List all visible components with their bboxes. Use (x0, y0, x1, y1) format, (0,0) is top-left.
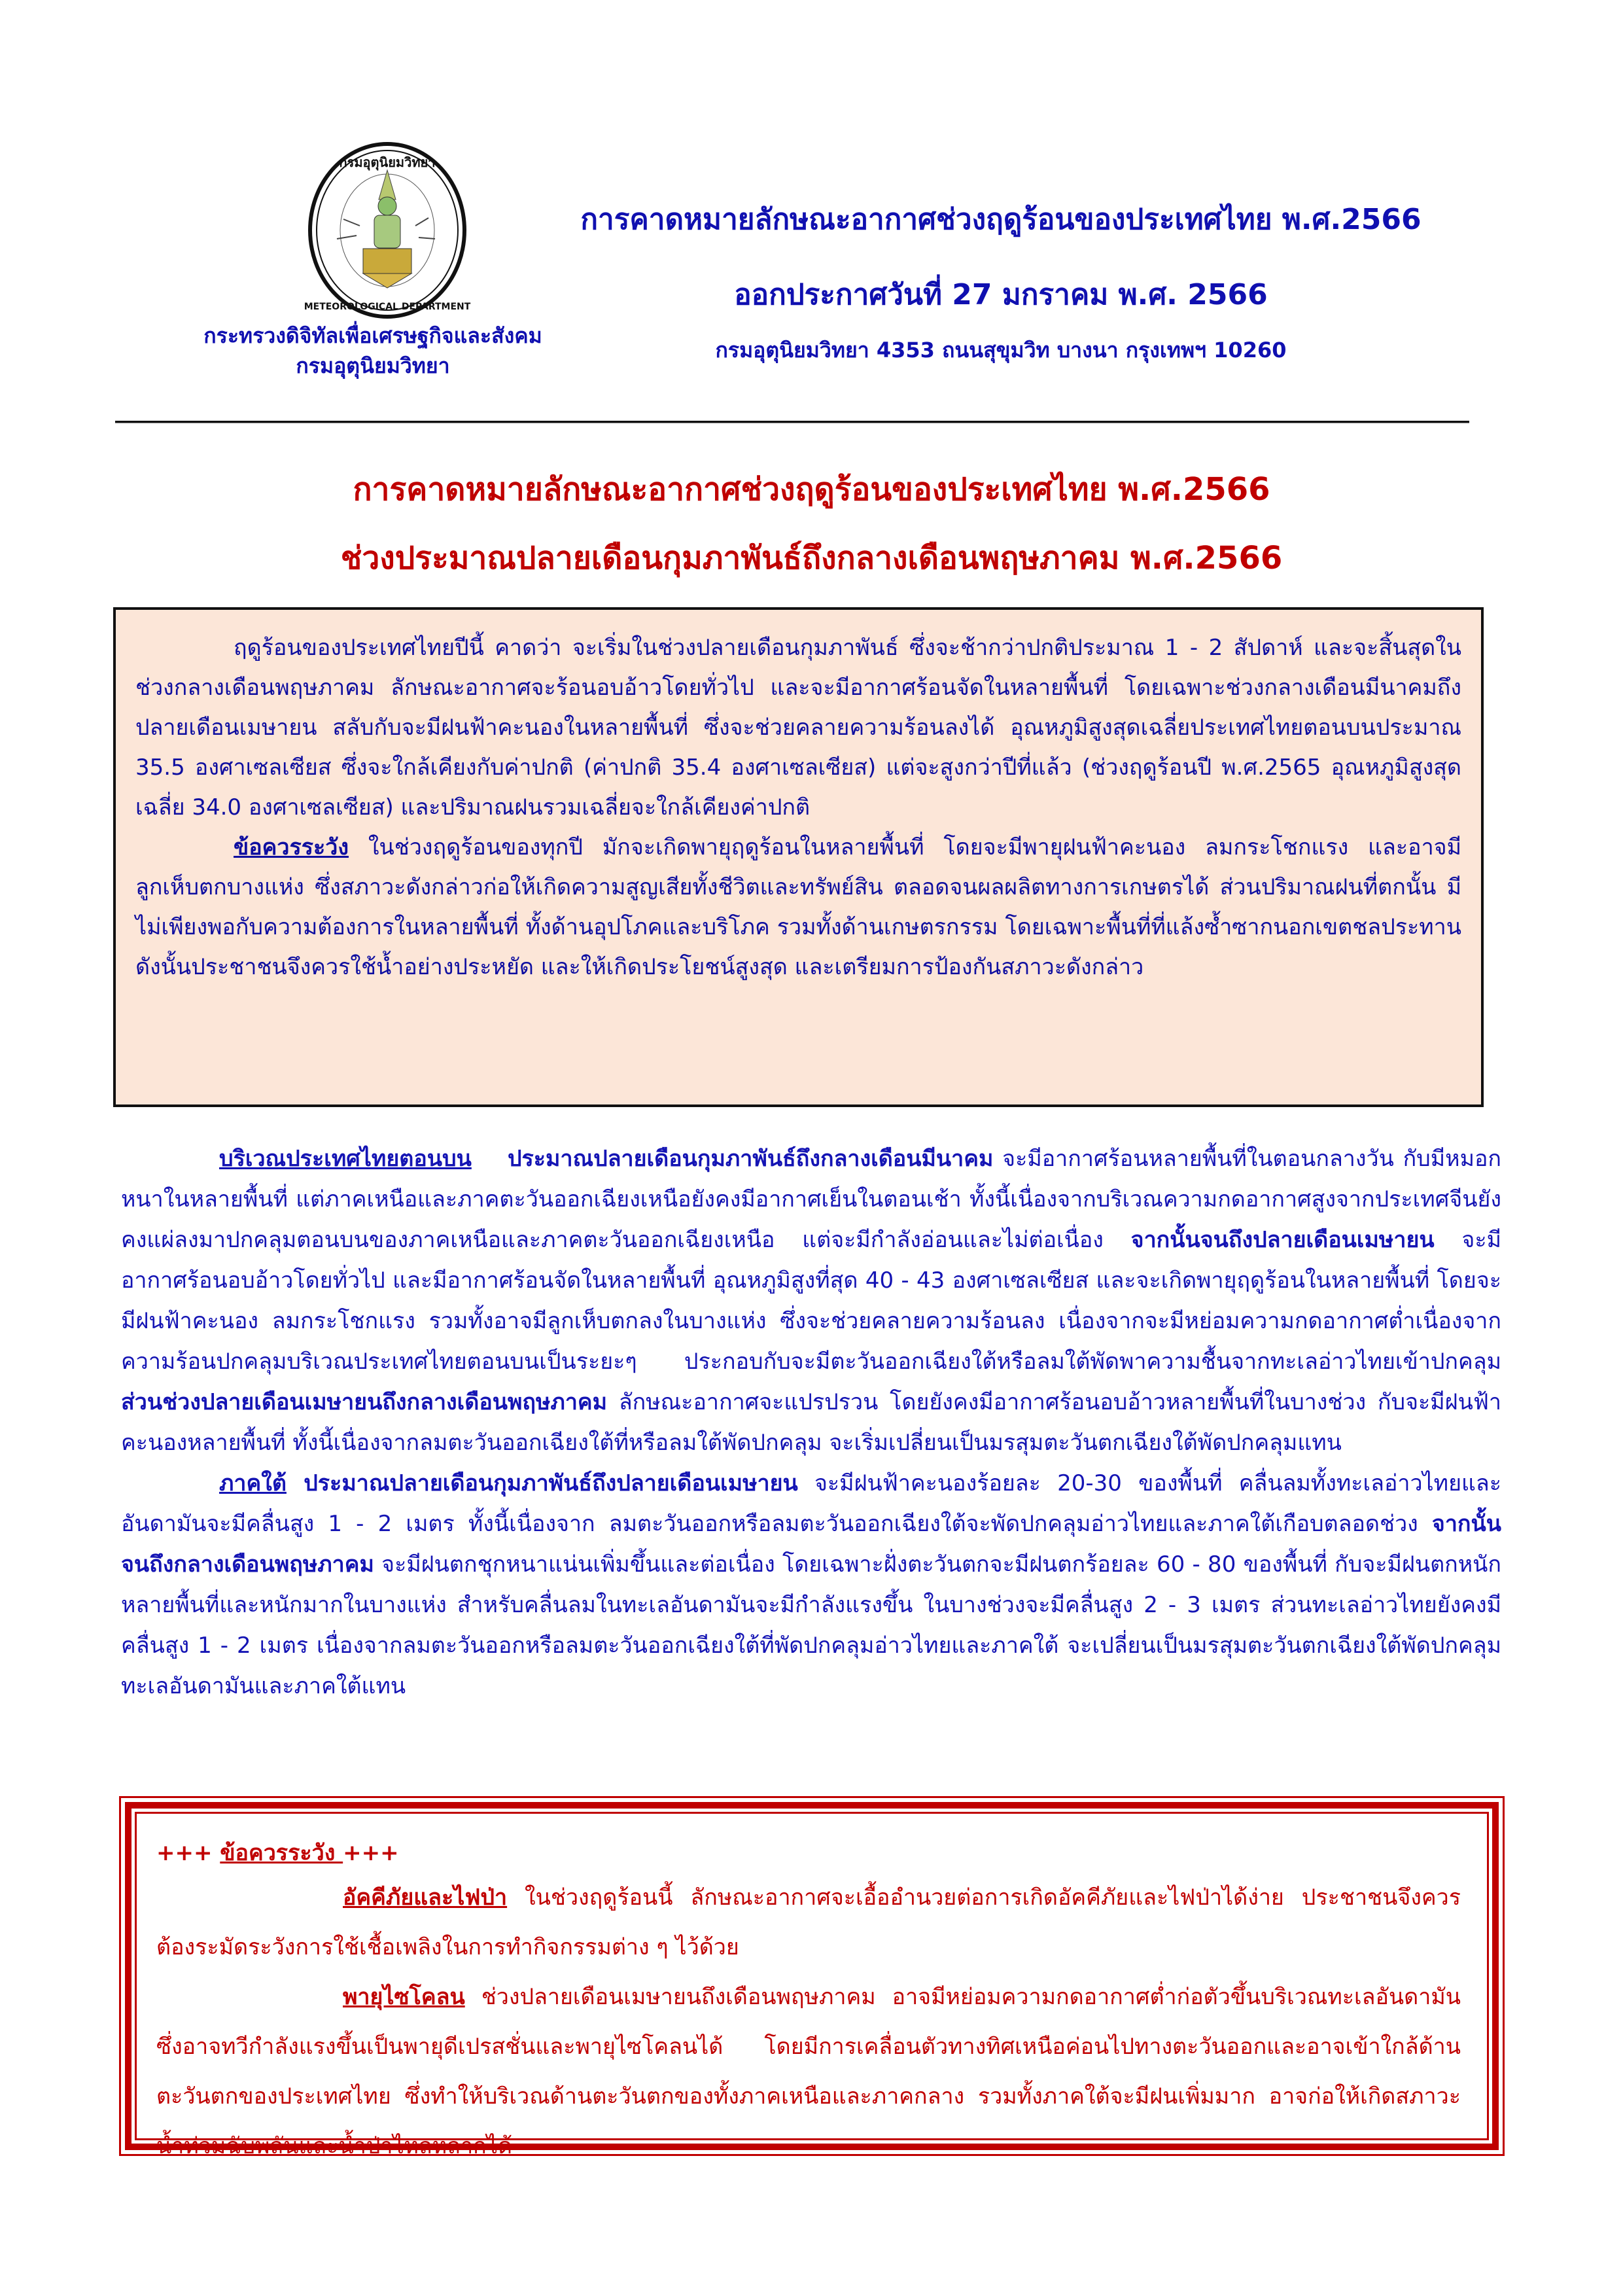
south-period-2: จากนั้นจนถึงกลางเดือนพฤษภาคม (121, 1511, 1501, 1578)
warning-label: ข้อควรระวัง (220, 1840, 343, 1866)
south-paragraph (121, 1463, 1501, 1706)
upper-period-3: ส่วนช่วงปลายเดือนเมษายนถึงกลางเดือนพฤษภาคม (121, 1389, 608, 1415)
ministry-line-1: กระทรวงดิจิทัลเพื่อเศรษฐกิจและสังคม (203, 323, 542, 348)
department-address: กรมอุตุนิยมวิทยา 4353 ถนนสุขุมวิท บางนา กรุงเทพฯ 10260 (715, 338, 1287, 362)
south-text-1: จะมีฝนฟ้าคะนองร้อยละ 20-30 ของพื้นที่ คลื่นลมทั้งทะเลอ่าวไทยและอันดามันจะมีคลื่นสูง 1 - 2 เมตร ทั้งนี้เนื่องจาก ลมตะวันออกหรือลมตะวันออกเฉียงใต้จะพัดปกคลุมอ่าวไทยและภาคใต้เกือบตลอดช่วง (121, 1470, 1501, 1537)
upper-thailand-paragraph (121, 1139, 1501, 1463)
south-period-1: ประมาณปลายเดือนกุมภาพันธ์ถึงปลายเดือนเมษายน (286, 1470, 798, 1496)
forecast-period: ช่วงประมาณปลายเดือนกุมภาพันธ์ถึงกลางเดือนพฤษภาคม พ.ศ.2566 (340, 540, 1283, 576)
upper-text-1: จะมีอากาศร้อนหลายพื้นที่ในตอนกลางวัน กับมีหมอกหนาในหลายพื้นที่ แต่ภาคเหนือและภาคตะวันออกเฉียงเหนือยังคงมีอากาศเย็นในตอนเช้า ทั้งนี้เนื่องจากบริเวณความกดอากาศสูงจากประเทศจีนยังคงแผ่ลงมาปกคลุมตอนบนของภาคเหนือและภาคตะวันออกเฉียงเหนือ แต่จะมีกำลังอ่อนและไม่ต่อเนื่อง (121, 1146, 1501, 1253)
caution-paragraph (135, 828, 1461, 987)
caution-label: ข้อควรระวัง (234, 834, 349, 860)
fire-text: ในช่วงฤดูร้อนนี้ ลักษณะอากาศจะเอื้ออำนวยต่อการเกิดอัคคีภัยและไฟป่าได้ง่าย ประชาชนจึงควรต้องระมัดระวังการใช้เชื้อเพลิงในการทำกิจกรรมต่าง ๆ ไว้ด้วย (156, 1884, 1461, 1960)
svg-text:METEOROLOGICAL DEPARTMENT: METEOROLOGICAL DEPARTMENT (304, 302, 471, 312)
upper-period-2: จากนั้นจนถึงปลายเดือนเมษายน (1130, 1227, 1435, 1253)
header-divider (115, 421, 1469, 423)
summary-box (113, 607, 1484, 1107)
regional-forecast (121, 1139, 1501, 1706)
summary-paragraph (135, 628, 1461, 828)
summary-text: ฤดูร้อนของประเทศไทยปีนี้ คาดว่า จะเริ่มในช่วงปลายเดือนกุมภาพันธ์ ซึ่งจะช้ากว่าปกติประมาณ 1 - 2 สัปดาห์ และจะสิ้นสุดในช่วงกลางเดือนพฤษภาคม ลักษณะอากาศจะร้อนอบอ้าวโดยทั่วไป และจะมีอากาศร้อนจัดในหลายพื้นที่ โดยเฉพาะช่วงกลางเดือนมีนาคมถึงปลายเดือนเมษายน สลับกับจะมีฝนฟ้าคะนองในหลายพื้นที่ ซึ่งจะช่วยคลายความร้อนลงได้ อุณหภูมิสูงสุดเฉลี่ยประเทศไทยตอนบนประมาณ 35.5 องศาเซลเซียส ซึ่งจะใกล้เคียงกับค่าปกติ (ค่าปกติ 35.4 องศาเซลเซียส) แต่จะสูงกว่าปีที่แล้ว (ช่วงฤดูร้อนปี พ.ศ.2565 อุณหภูมิสูงสุดเฉลี่ย 34.0 องศาเซลเซียส) และปริมาณฝนรวมเฉลี่ยจะใกล้เคียงค่าปกติ (135, 635, 1461, 821)
warning-content (135, 1812, 1489, 2159)
header-title: การคาดหมายลักษณะอากาศช่วงฤดูร้อนของประเทศไทย พ.ศ.2566 (580, 203, 1422, 236)
upper-text-3: ลักษณะอากาศจะแปรปรวน โดยยังคงมีอากาศร้อนอบอ้าวหลายพื้นที่ในบางช่วง กับจะมีฝนฟ้าคะนองหลายพื้นที่ ทั้งนี้เนื่องจากลมตะวันออกเฉียงใต้ที่หรือลมใต้พัดปกคลุม จะเริ่มเปลี่ยนเป็นมรสุมตะวันตกเฉียงใต้พัดปกคลุมแทน (121, 1389, 1501, 1456)
warning-border (125, 1802, 1499, 2159)
issue-date: ออกประกาศวันที่ 27 มกราคม พ.ศ. 2566 (734, 278, 1268, 311)
ministry-name (157, 321, 589, 381)
upper-period-1: ประมาณปลายเดือนกุมภาพันธ์ถึงกลางเดือนมีนาคม (507, 1146, 994, 1172)
cyclone-text: ช่วงปลายเดือนเมษายนถึงเดือนพฤษภาคม อาจมีหย่อมความกดอากาศต่ำก่อตัวขึ้นบริเวณทะเลอันดามัน ซึ่งอาจทวีกำลังแรงขึ้นเป็นพายุดีเปรสชั่นและพายุไซโคลนได้ โดยมีการเคลื่อนตัวทางทิศเหนือค่อนไปทางตะวันออกและอาจเข้าใกล้ด้านตะวันตกของประเทศไทย ซึ่งทำให้บริเวณด้านตะวันตกของทั้งภาคเหนือและภาคกลาง รวมทั้งภาคใต้จะมีฝนเพิ่มมาก อาจก่อให้เกิดสภาวะน้ำท่วมฉับพลันและน้ำป่าไหลหลากได้ (156, 1984, 1461, 2159)
cyclone-label: พายุไซโคลน (343, 1984, 465, 2010)
cyclone-warning (156, 1972, 1461, 2171)
seal-icon (298, 141, 478, 321)
fire-label: อัคคีภัยและไฟป่า (343, 1884, 508, 1911)
caution-text: ในช่วงฤดูร้อนของทุกปี มักจะเกิดพายุฤดูร้อนในหลายพื้นที่ โดยจะมีพายุฝนฟ้าคะนอง ลมกระโชกแรง และอาจมีลูกเห็บตกบางแห่ง ซึ่งสภาวะดังกล่าวก่อให้เกิดความสูญเสียทั้งชีวิตและทรัพย์สิน ตลอดจนผลผลิตทางการเกษตรได้ ส่วนปริมาณฝนที่ตกนั้น มีไม่เพียงพอกับความต้องการในหลายพื้นที่ ทั้งด้านอุปโภคและบริโภค รวมทั้งด้านเกษตรกรรม โดยเฉพาะพื้นที่ที่แล้งซ้ำซากนอกเขตชลประทาน ดังนั้นประชาชนจึงควรใช้น้ำอย่างประหยัด และให้เกิดประโยชน์สูงสุด และเตรียมการป้องกันสภาวะดังกล่าว (135, 834, 1461, 980)
south-text-2: จะมีฝนตกชุกหนาแน่นเพิ่มขึ้นและต่อเนื่อง โดยเฉพาะฝั่งตะวันตกจะมีฝนตกร้อยละ 60 - 80 ของพื้นที่ กับจะมีฝนตกหนักหลายพื้นที่และหนักมากในบางแห่ง สำหรับคลื่นลมในทะเลอันดามันจะมีกำลังแรงขึ้น ในบางช่วงจะมีคลื่นสูง 2 - 3 เมตร ส่วนทะเลอ่าวไทยยังคงมีคลื่นสูง 1 - 2 เมตร เนื่องจากลมตะวันออกหรือลมตะวันออกเฉียงใต้ที่พัดปกคลุมอ่าวไทยและภาคใต้ จะเปลี่ยนเป็นมรสุมตะวันตกเฉียงใต้พัดปกคลุมทะเลอันดามันและภาคใต้แทน (121, 1551, 1501, 1699)
warning-box (119, 1796, 1505, 2159)
south-label: ภาคใต้ (219, 1470, 287, 1496)
upper-thailand-label: บริเวณประเทศไทยตอนบน (219, 1146, 472, 1172)
department-line: กรมอุตุนิยมวิทยา (296, 353, 450, 378)
forecast-title: การคาดหมายลักษณะอากาศช่วงฤดูร้อนของประเทศไทย พ.ศ.2566 (353, 471, 1270, 508)
warning-heading (156, 1833, 1461, 1873)
upper-text-2: จะมีอากาศร้อนอบอ้าวโดยทั่วไป และมีอากาศร้อนจัดในหลายพื้นที่ อุณหภูมิสูงที่สุด 40 - 43 องศาเซลเซียส และจะเกิดพายุฤดูร้อนในหลายพื้นที่ โดยจะมีฝนฟ้าคะนอง ลมกระโชกแรง รวมทั้งอาจมีลูกเห็บตกลงในบางแห่ง ซึ่งจะช่วยคลายความร้อนลง เนื่องจากจะมีหย่อมความกดอากาศต่ำเนื่องจากความร้อนปกคลุมบริเวณประเทศไทยตอนบนเป็นระยะๆ ประกอบกับจะมีตะวันออกเฉียงใต้หรือลมใต้พัดพาความชื้นจากทะเลอ่าวไทยเข้าปกคลุม (121, 1227, 1501, 1375)
svg-text:กรมอุตุนิยมวิทยา: กรมอุตุนิยมวิทยา (339, 154, 436, 170)
warning-suffix: +++ (343, 1840, 399, 1866)
meteorological-department-seal (298, 141, 478, 321)
warning-prefix: +++ (156, 1840, 220, 1866)
fire-warning (156, 1873, 1461, 1972)
